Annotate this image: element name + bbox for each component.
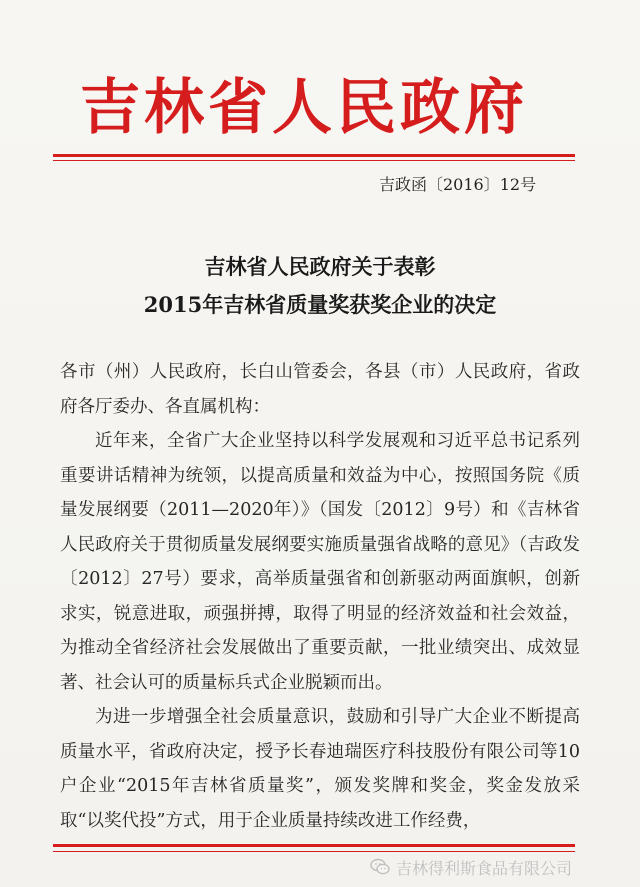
watermark [370, 856, 630, 878]
wechat-icon [370, 858, 390, 876]
watermark-text: 吉林得利斯食品有限公司 [396, 858, 573, 878]
title-line-1: 吉林省人民政府关于表彰 [204, 254, 436, 279]
masthead-red-rule [53, 154, 575, 157]
salutation-paragraph: 各市（州）人民政府，长白山管委会，各县（市）人民政府，省政府各厅委办、各直属机构： [60, 362, 580, 417]
document-body [60, 355, 580, 838]
body-paragraph-2: 为进一步增强全社会质量意识，鼓励和引导广大企业不断提高质量水平，省政府决定，授予长春迪瑞医疗科技股份有限公司等10户企业“2015年吉林省质量奖”，颁发奖牌和奖金，奖金发放采取“以奖代投”方式，用于企业质量持续改进工作经费， [60, 707, 580, 831]
masthead-red-rule-thin [53, 160, 575, 161]
footer-red-rule-thin [53, 851, 575, 852]
document-title [60, 248, 580, 324]
document-number: 吉政函〔2016〕12号 [379, 175, 537, 194]
footer-red-rule [53, 844, 575, 847]
body-paragraph-1: 近年来，全省广大企业坚持以科学发展观和习近平总书记系列重要讲话精神为统领，以提高质量和效益为中心，按照国务院《质量发展纲要（2011—2020年）》（国发〔2012〕9号）和《吉林省人民政府关于贯彻质量发展纲要实施质量强省战略的意见》（吉政发〔2012〕27号）要求，高举质量强省和创新驱动两面旗帜，创新求实，锐意进取，顽强拼搏，取得了明显的经济效益和社会效益，为推动全省经济社会发展做出了重要贡献，一批业绩突出、成效显著、社会认可的质量标兵式企业脱颖而出。 [60, 431, 580, 693]
masthead-title: 吉林省人民政府 [80, 73, 528, 143]
title-line-2: 2015年吉林省质量奖获奖企业的决定 [143, 292, 497, 317]
